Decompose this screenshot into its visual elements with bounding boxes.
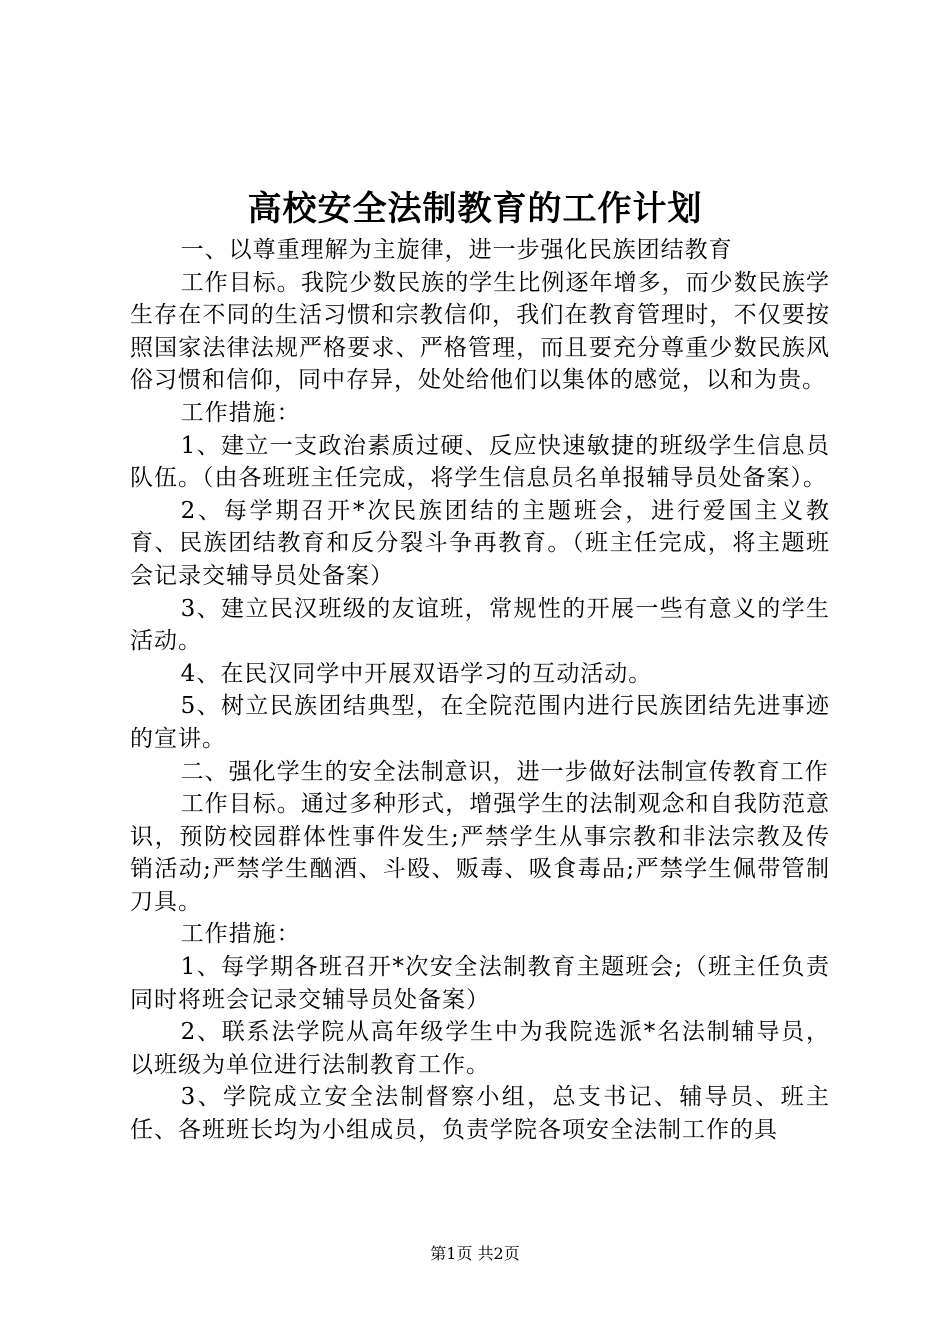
list-item: 3、学院成立安全法制督察小组，总支书记、辅导员、班主任、各班班长均为小组成员，负责学院各项安全法制工作的具 — [130, 1084, 830, 1144]
list-item: 2、联系法学院从高年级学生中为我院选派*名法制辅导员，以班级为单位进行法制教育工作。 — [130, 1019, 830, 1078]
section-heading: 二、强化学生的安全法制意识，进一步做好法制宣传教育工作 — [180, 758, 829, 785]
page-footer: 第1页 共2页 — [430, 1244, 520, 1263]
document-body — [130, 234, 830, 1147]
paragraph: 工作措施： — [180, 921, 301, 948]
document-title: 高校安全法制教育的工作计划 — [247, 189, 703, 229]
paragraph: 工作目标。通过多种形式，增强学生的法制观念和自我防范意识，预防校园群体性事件发生;严禁学生从事宗教和非法宗教及传销活动;严禁学生酗酒、斗殴、贩毒、吸食毒品;严禁学生佩带管制刀具。 — [130, 791, 830, 915]
list-item: 1、每学期各班召开*次安全法制教育主题班会;（班主任负责同时将班会记录交辅导员处备案） — [130, 954, 830, 1013]
list-item: 1、建立一支政治素质过硬、反应快速敏捷的班级学生信息员队伍。（由各班班主任完成，将学生信息员名单报辅导员处备案）。 — [130, 432, 830, 492]
list-item: 2、每学期召开*次民族团结的主题班会，进行爱国主义教育、民族团结教育和反分裂斗争再教育。（班主任完成，将主题班会记录交辅导员处备案） — [130, 497, 830, 589]
list-item: 4、在民汉同学中开展双语学习的互动活动。 — [180, 660, 653, 687]
paragraph: 工作措施： — [180, 399, 301, 426]
list-item: 3、建立民汉班级的友谊班，常规性的开展一些有意义的学生活动。 — [130, 595, 830, 655]
paragraph: 工作目标。我院少数民族的学生比例逐年增多，而少数民族学生存在不同的生活习惯和宗教信仰，我们在教育管理时，不仅要按照国家法律法规严格要求、严格管理，而且要充分尊重少数民族风俗习惯和信仰，同中存异，处处给他们以集体的感觉，以和为贵。 — [130, 269, 830, 394]
section-heading: 一、以尊重理解为主旋律，进一步强化民族团结教育 — [180, 237, 733, 263]
list-item: 5、树立民族团结典型，在全院范围内进行民族团结先进事迹的宣讲。 — [130, 693, 830, 752]
